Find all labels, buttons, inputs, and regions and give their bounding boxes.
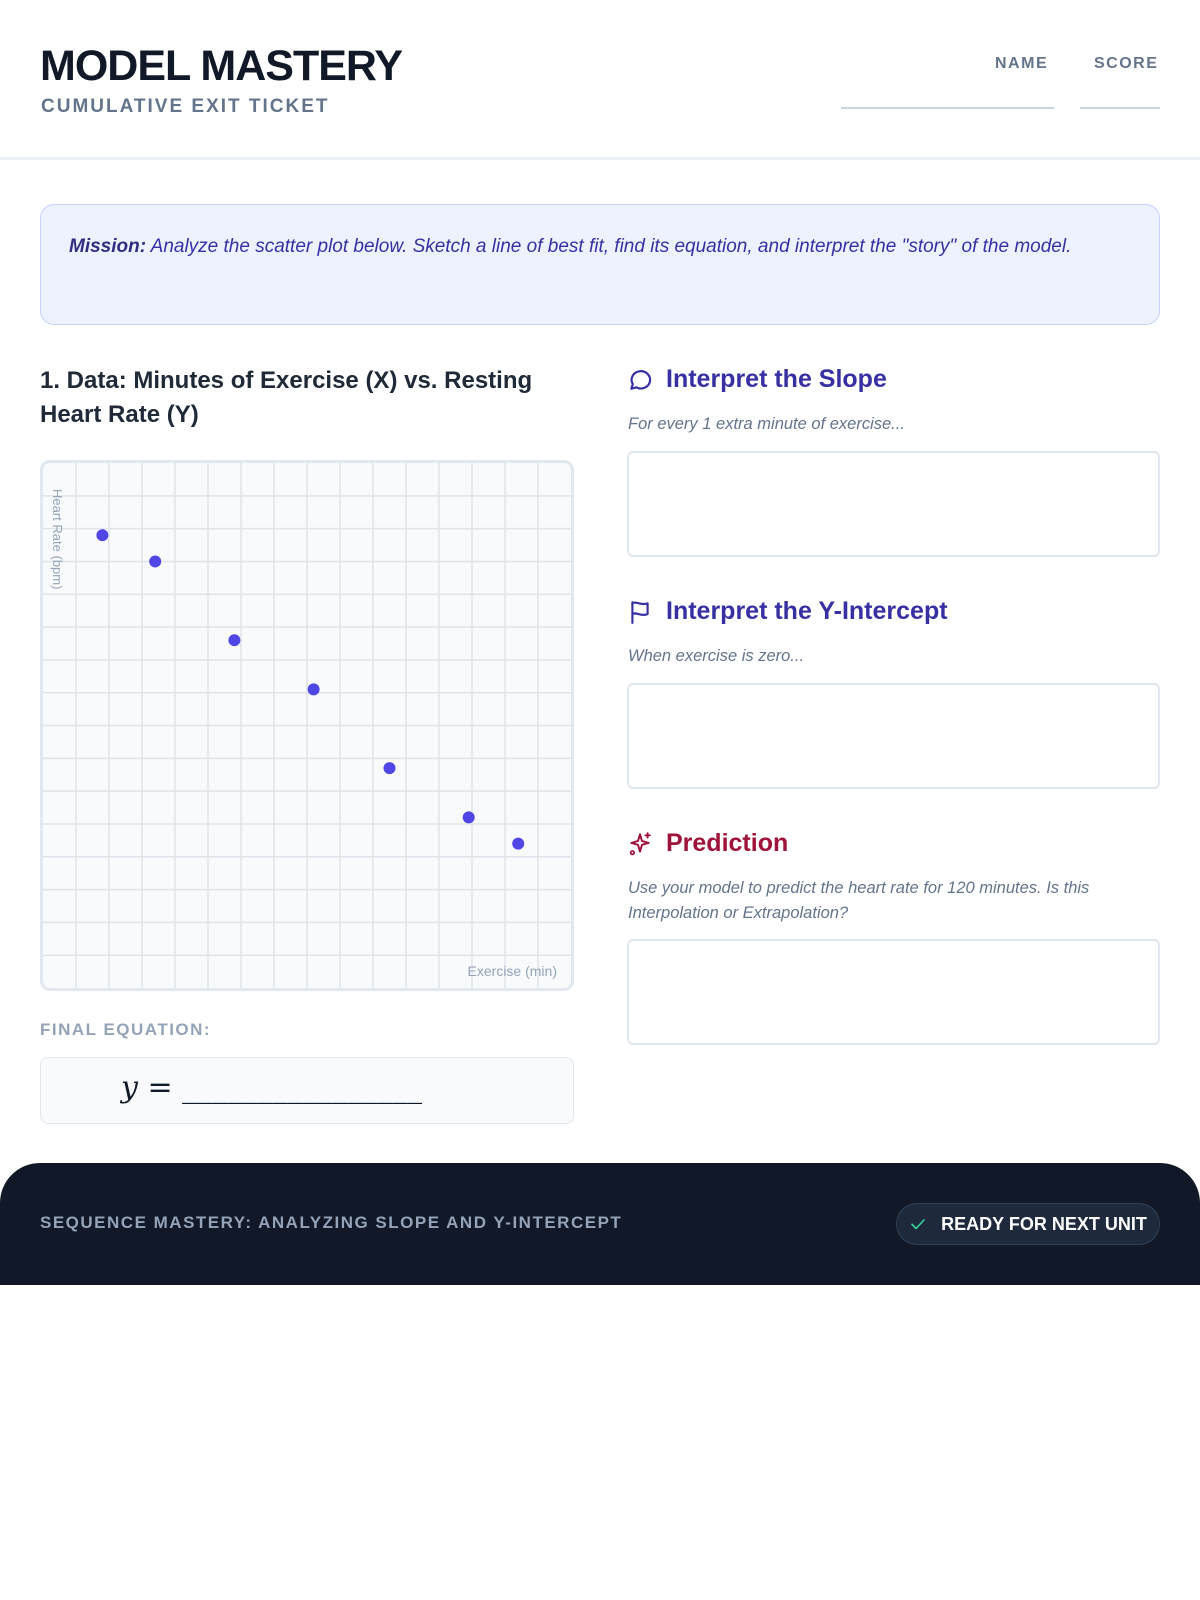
equation-label: FINAL EQUATION: (40, 1020, 212, 1039)
name-label: NAME (995, 55, 1049, 72)
scatter-plot[interactable] (40, 460, 574, 991)
prediction-heading (627, 829, 788, 858)
data-point (308, 683, 320, 695)
footer-text: SEQUENCE MASTERY: ANALYZING SLOPE AND Y-INTERCEPT (40, 1213, 623, 1232)
intercept-answer-box[interactable] (627, 683, 1160, 789)
ready-button-label: READY FOR NEXT UNIT (941, 1213, 1147, 1234)
score-field[interactable] (1080, 107, 1160, 109)
page-title: MODEL MASTERY (40, 42, 403, 90)
data-heading: 1. Data: Minutes of Exercise (X) vs. Resting Heart Rate (Y) (40, 367, 533, 428)
equation-box[interactable] (40, 1057, 574, 1124)
mission-label: Mission: (69, 236, 147, 257)
equation-text: y = ________________ (121, 1070, 423, 1105)
slope-answer-box[interactable] (627, 451, 1160, 557)
score-label: SCORE (1094, 55, 1159, 72)
y-axis-label: Heart Rate (bpm) (50, 489, 65, 590)
intercept-hint: When exercise is zero... (628, 647, 805, 665)
data-point (96, 529, 108, 541)
data-point (463, 811, 475, 823)
prediction-answer-box[interactable] (627, 939, 1160, 1045)
check-icon (909, 1215, 927, 1233)
x-axis-label: Exercise (min) (467, 963, 557, 979)
mission-text: Analyze the scatter plot below. Sketch a line of best fit, find its equation, and interpret the "story" of the model. (150, 236, 1072, 257)
ready-next-unit-button[interactable] (896, 1203, 1160, 1245)
prediction-hint: Use your model to predict the heart rate for 120 minutes. Is this Interpolation or Extrapolation? (628, 879, 1090, 922)
data-point (512, 838, 524, 850)
prediction-title: Prediction (666, 829, 789, 857)
slope-heading (627, 365, 887, 394)
intercept-title: Interpret the Y-Intercept (666, 597, 948, 625)
data-point (384, 762, 396, 774)
data-point (149, 555, 161, 567)
plot-grid (43, 463, 571, 988)
sparkles-icon (627, 831, 653, 857)
footer-bar (0, 1163, 1200, 1285)
mission-box (40, 204, 1160, 325)
page-header (0, 0, 1200, 160)
slope-title: Interpret the Slope (666, 365, 887, 393)
page-subtitle: CUMULATIVE EXIT TICKET (41, 96, 330, 117)
intercept-heading (627, 597, 948, 626)
name-field[interactable] (841, 107, 1054, 109)
slope-hint: For every 1 extra minute of exercise... (628, 415, 905, 433)
data-point (228, 634, 240, 646)
flag-icon (627, 599, 653, 625)
speech-bubble-icon (627, 367, 653, 393)
scatter-plot-svg (43, 463, 571, 988)
